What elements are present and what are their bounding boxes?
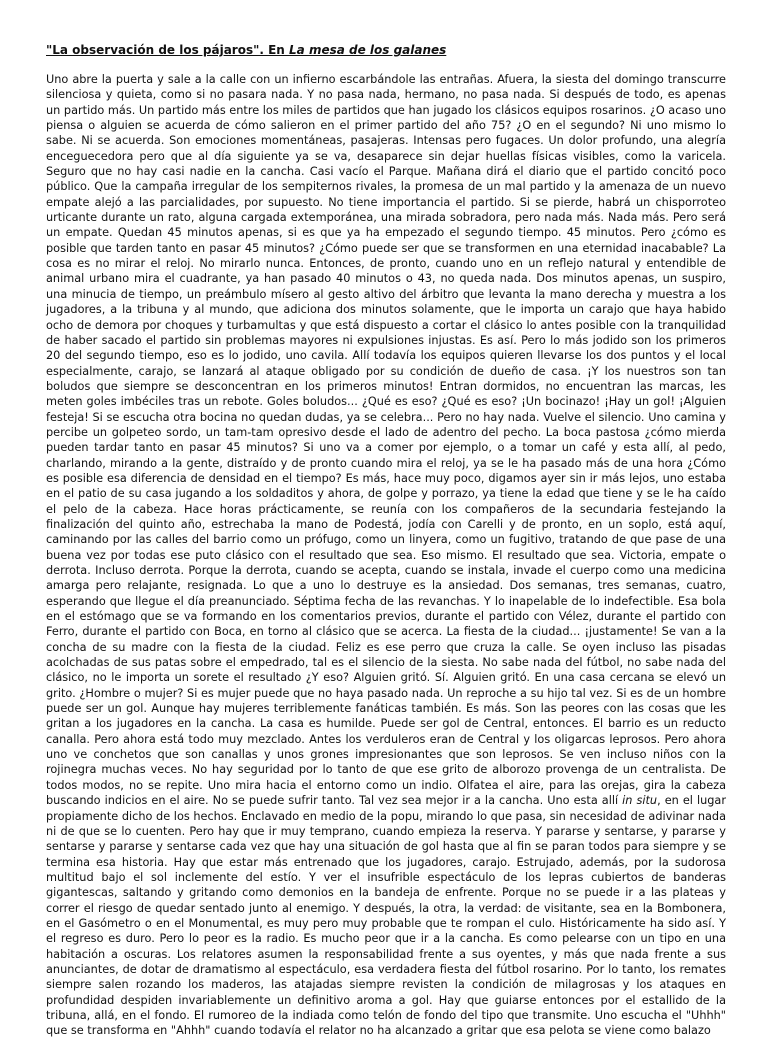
body-text-part-1: Uno abre la puerta y sale a la calle con un infierno escarbándole las entrañas. Afuera, la siesta del domingo transcurre silenciosa y quieta, como si no pasara nada. Y no pasa nada, hermano, no pasa nada. Si después de todo, es apenas un partido más. Un partido más entre los miles de partidos que han jugado los clásicos equipos rosarinos. ¿O acaso uno piensa o alguien se acuerda de cómo salieron en el primer partido del año 75? ¿O en el segundo? Ni uno mismo lo sabe. Ni se acuerda. Son emociones momentáneas, pasajeras. Intensas pero fugaces. Un dolor profundo, una alegría enceguecedora pero que al día siguiente ya se va, desaparece sin dejar huellas físicas visibles, como la varicela. Seguro que no hay casi nadie en la cancha. Casi vacío el Parque. Mañana dirá el diario que el partido concitó poco público. Que la campaña irregular de los sempiternos rivales, la promesa de un mal partido y la amenaza de un nuevo empate alejó a las parcialidades, por supuesto. No tiene importancia el partido. Si se pierde, habrá un chisporroteo urticante durante un rato, alguna cargada extemporánea, una mirada sobradora, pero nada más. Nada más. Pero será un empate. Quedan 45 minutos apenas, si es que ya ha empezado el segundo tiempo. 45 minutos. Pero ¿cómo es posible que tarden tanto en pasar 45 minutos? ¿Cómo puede ser que se transformen en una eternidad inacabable? La cosa es no mirar el reloj. No mirarlo nunca. Entonces, de pronto, cuando uno en un reflejo natural y entendible de animal urbano mira el cuadrante, ya han pasado 40 minutos o 43, no queda nada. Dos minutos apenas, un suspiro, una minucia de tiempo, un preámbulo mísero al gesto altivo del árbitro que levanta la mano derecha y muestra a los jugadores, a la tribuna y al mundo, que adiciona dos minutos solamente, que le importa un carajo que haya habido ocho de demora por choques y turbamultas y que está dispuesto a cortar el clásico lo antes posible con la tranquilidad de haber sacado el partido sin problemas mayores ni expulsiones injustas. Es así. Pero lo más jodido son los primeros 20 del segundo tiempo, eso es lo jodido, uno cavila. Allí todavía los equipos quieren llevarse los dos puntos y el local especialmente, carajo, se lanzará al ataque obligado por su condición de dueño de casa. ¡Y los nuestros son tan boludos que siempre se desconcentran en los primeros minutos! Entran dormidos, no encuentran las marcas, les meten goles imbéciles tras un rebote. Goles boludos... ¿Qué es eso? ¿Qué es eso? ¡Un bocinazo! ¡Hay un gol! ¡Alguien festeja! Si se escucha otra bocina no quedan dudas, ya se celebra... Pero no hay nada. Vuelve el silencio. Uno camina y percibe un golpeteo sordo, un tam-tam opresivo desde el lado de adentro del pecho. La boca pastosa ¿cómo mierda pueden tardar tanto en pasar 45 minutos? Si uno va a comer por ejemplo, o a tomar un café y esta allí, al pedo, charlando, mirando a la gente, distraído y de pronto cuando mira el reloj, ya se le ha pasado más de una hora ¿Cómo es posible esa diferencia de densidad en el tiempo? Es más, hace muy poco, digamos ayer sin ir más lejos, uno estaba en el patio de su casa jugando a los soldaditos y ahora, de golpe y porrazo, ya tiene la edad que tiene y se le ha caído el pelo de la cabeza. Hace horas prácticamente, se reunía con los compañeros de la secundaria festejando la finalización del quinto año, estrechaba la mano de Podestá, jodía con Carelli y de pronto, en un soplo, está aquí, caminando por las calles del barrio como un prófugo, como un linyera, como un fugitivo, tratando de que pase de una buena vez por todas ese puto clásico con el resultado que sea. Eso mismo. El resultado que sea. Victoria, empate o derrota. Incluso derrota. Porque la derrota, cuando se acepta, cuando se instala, invade el cuerpo como una medicina amarga pero relajante, resignada. Lo que a uno lo destruye es la ansiedad. Dos semanas, tres semanas, cuatro, esperando que llegue el día preanunciado. Séptima fecha de las revanchas. Y lo inapelable de lo indefectible. Esa bola en el estómago que se va formando en los comentarios previos, durante el partido con Vélez, durante el partido con Ferro, durante el partido con Boca, en torno al clásico que se acerca. La fiesta de la ciudad... ¡justamente! Se van a la concha de su madre con la fiesta de la ciudad. Feliz es ese perro que cruza la calle. Se oyen incluso las pisadas acolchadas de sus patas sobre el empedrado, tal es el silencio de la siesta. No sabe nada del fútbol, no sabe nada del clásico, no le importa un sorete el resultado ¿Y eso? Alguien gritó. Sí. Alguien gritó. En una casa cercana se elevó un grito. ¿Hombre o mujer? Si es mujer puede que no haya pasado nada. Un reproche a su hijo tal vez. Si es de un hombre puede ser un gol. Aunque hay mujeres terriblemente fanáticas también. Es más. Son las peores con las cosas que les gritan a los jugadores en la cancha. La casa es humilde. Puede ser gol de Central, entonces. El barrio es un reducto canalla. Pero ahora está todo muy mezclado. Antes los verduleros eran de Central y los oligarcas leprosos. Pero ahora uno ve conchetos que son canallas y unos grones impresionantes que son leprosos. Se ven incluso niños con la rojinegra muchas veces. No hay seguridad por lo tanto de que ese grito de alborozo provenga de un centralista. De todos modos, no se repite. Uno mira hacia el entorno como un indio. Olfatea el aire, para las orejas, gira la cabeza buscando indicios en el aire. No se puede sufrir tanto. Tal vez sea mejor ir a la cancha. Uno esta allí: [46, 73, 726, 808]
emphasis-in-situ: in situ: [622, 794, 658, 808]
body-paragraph: [46, 72, 726, 1038]
body-text-part-2: , en el lugar propiamente dicho de los hechos. Enclavado en medio de la popu, mirando lo que pasa, sin necesidad de adivinar nada ni de que se lo cuenten. Pero hay que ir muy temprano, cuando empieza la reserva. Y pararse y sentarse, y pararse y sentarse y pararse y sentarse cada vez que hay una situación de gol hasta que al fin se paran todos para siempre y se termina esa historia. Hay que estar más entrenado que los jugadores, carajo. Estrujado, además, por la sudorosa multitud bajo el sol inclemente del estío. Y ver el insufrible espectáculo de los lepras cubiertos de banderas gigantescas, saltando y gritando como demonios en la bandeja de enfrente. Porque no se puede ir a las plateas y correr el riesgo de quedar sentado junto al enemigo. Y después, la otra, la verdad: de visitante, sea en la Bombonera, en el Gasómetro o en el Monumental, es muy pero muy probable que te rompan el culo. Históricamente ha sido así. Y el regreso es duro. Pero lo peor es la radio. Es mucho peor que ir a la cancha. Es como pelearse con un tipo en una habitación a oscuras. Los relatores asumen la responsabilidad frente a sus oyentes, y más que nada frente a sus anunciantes, de dotar de dramatismo al espectáculo, esa verdadera fiesta del fútbol rosarino. Por lo tanto, los remates siempre salen rozando los maderos, las atajadas siempre revisten la condición de milagrosas y los ataques en profundidad despiden invariablemente un definitivo aroma a gol. Hay que guiarse entonces por el estallido de la tribuna, allá, en el fondo. El rumoreo de la indiada como telón de fondo del tipo que transmite. Uno escucha el "Uhhh" que se transforma en "Ahhh" cuando todavía el relator no ha alcanzado a gritar que esa pelota se viene como balazo: [46, 794, 726, 1038]
document-page: [46, 42, 726, 1038]
document-title: [46, 42, 726, 58]
book-title: La mesa de los galanes: [289, 43, 447, 57]
title-prefix: "La observación de los pájaros". En: [46, 43, 290, 57]
